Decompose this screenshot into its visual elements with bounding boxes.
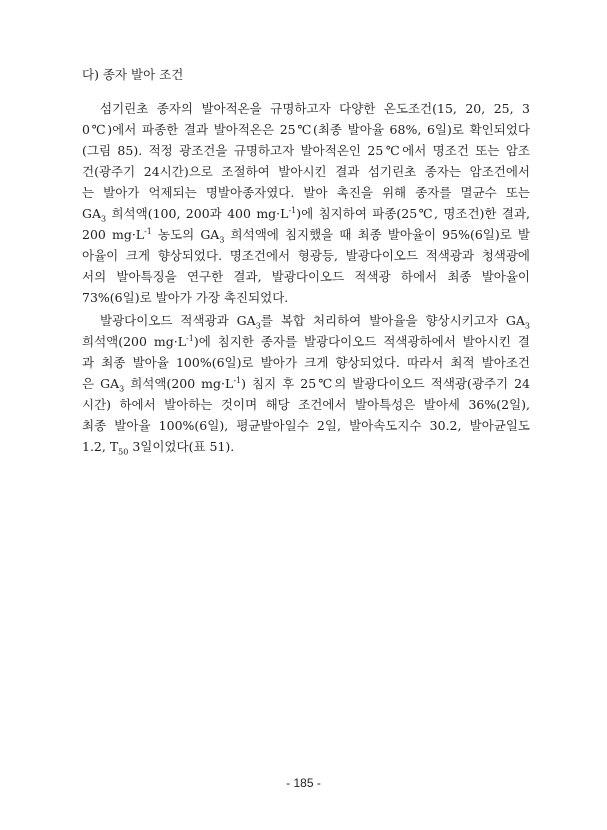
text-segment: 건(광주기 24시간)으로 조절하여 발아시킨 결과 섬기린초 종자는 암조건에서 xyxy=(82,164,530,179)
subscript-text: 50 xyxy=(118,447,129,457)
text-line xyxy=(82,331,530,352)
text-line xyxy=(82,415,530,436)
text-line xyxy=(82,394,530,415)
text-line xyxy=(82,161,530,182)
text-segment: 를 복합 처리하여 발아율을 향상시키고자 GA xyxy=(260,313,525,328)
text-line xyxy=(82,287,530,308)
text-segment: 섬기린초 종자의 발아적온을 규명하고자 다양한 온도조건(15, 20, 25, 3 xyxy=(100,101,530,116)
text-line xyxy=(82,224,530,245)
subscript-text: 3 xyxy=(219,235,225,245)
text-segment: 아율이 크게 향상되었다. 명조건에서 형광등, 발광다이오드 적색광과 청색광에 xyxy=(82,248,530,263)
text-segment: )에 침지하여 파종(25℃, 명조건)한 결과, xyxy=(296,206,531,221)
text-line xyxy=(82,266,530,287)
text-line xyxy=(82,98,530,119)
text-segment: 0℃)에서 파종한 결과 발아적온은 25℃(최종 발아율 68%, 6일)로 확인되었다 xyxy=(82,122,530,137)
supscript-text: -1 xyxy=(144,226,152,236)
text-segment: 과 최종 발아율 100%(6일)로 발아가 크게 향상되었다. 따라서 최적 발아조건 xyxy=(82,355,530,370)
text-line xyxy=(82,373,530,394)
text-segment: 희석액(200 mg·L xyxy=(124,376,234,391)
supscript-text: -1 xyxy=(186,333,194,343)
text-line xyxy=(82,182,530,203)
text-segment: 는 발아가 억제되는 명발아종자였다. 발아 촉진을 위해 종자를 멸균수 또는 xyxy=(82,185,530,200)
text-line xyxy=(82,352,530,373)
text-segment: 희석액에 침지했을 때 최종 발아율이 95%(6일)로 발 xyxy=(224,227,530,242)
text-segment: )에 침지한 종자를 발광다이오드 적색광하에서 발아시킨 결 xyxy=(193,334,530,349)
text-segment: 200 mg·L xyxy=(82,227,145,242)
text-segment: 3일이었다(표 51). xyxy=(128,439,235,454)
text-segment: 은 GA xyxy=(82,376,120,391)
text-segment: (그림 85). 적정 광조건을 규명하고자 발아적온인 25℃에서 명조건 또는 암조 xyxy=(82,143,530,158)
paragraph-germination-temperature xyxy=(82,98,530,308)
text-line xyxy=(82,310,530,331)
supscript-text: -1 xyxy=(233,375,242,385)
text-segment: 농도의 GA xyxy=(151,227,220,242)
subscript-text: 3 xyxy=(101,214,107,224)
subscript-text: 3 xyxy=(524,321,531,331)
text-segment: 희석액(200 mg·L xyxy=(82,334,187,349)
subscript-text: 3 xyxy=(119,384,125,394)
page-number: - 185 - xyxy=(286,776,321,790)
text-line xyxy=(82,436,530,457)
subscript-text: 3 xyxy=(255,321,261,331)
text-segment: 1.2, T xyxy=(82,439,119,454)
section-heading: 다) 종자 발아 조건 xyxy=(82,67,184,82)
supscript-text: -1 xyxy=(288,205,297,215)
text-segment: ) 침지 후 25℃의 발광다이오드 적색광(광주기 24 xyxy=(241,376,531,391)
text-segment: 최종 발아율 100%(6일), 평균발아일수 2일, 발아속도지수 30.2, 발아균일도 xyxy=(82,418,530,433)
text-segment: 희석액(100, 200과 400 mg·L xyxy=(106,206,289,221)
text-segment: GA xyxy=(82,206,102,221)
text-segment: 서의 발아특징을 연구한 결과, 발광다이오드 적색광 하에서 최종 발아율이 xyxy=(82,269,530,284)
text-line xyxy=(82,245,530,266)
text-line xyxy=(82,203,530,224)
paragraph-optimal-conditions xyxy=(82,310,530,457)
text-line xyxy=(82,119,530,140)
text-segment: 73%(6일)로 발아가 가장 촉진되었다. xyxy=(82,290,289,305)
text-line xyxy=(82,140,530,161)
text-segment: 시간) 하에서 발아하는 것이며 해당 조건에서 발아특성은 발아세 36%(2일), xyxy=(82,397,530,412)
text-segment: 발광다이오드 적색광과 GA xyxy=(100,313,256,328)
